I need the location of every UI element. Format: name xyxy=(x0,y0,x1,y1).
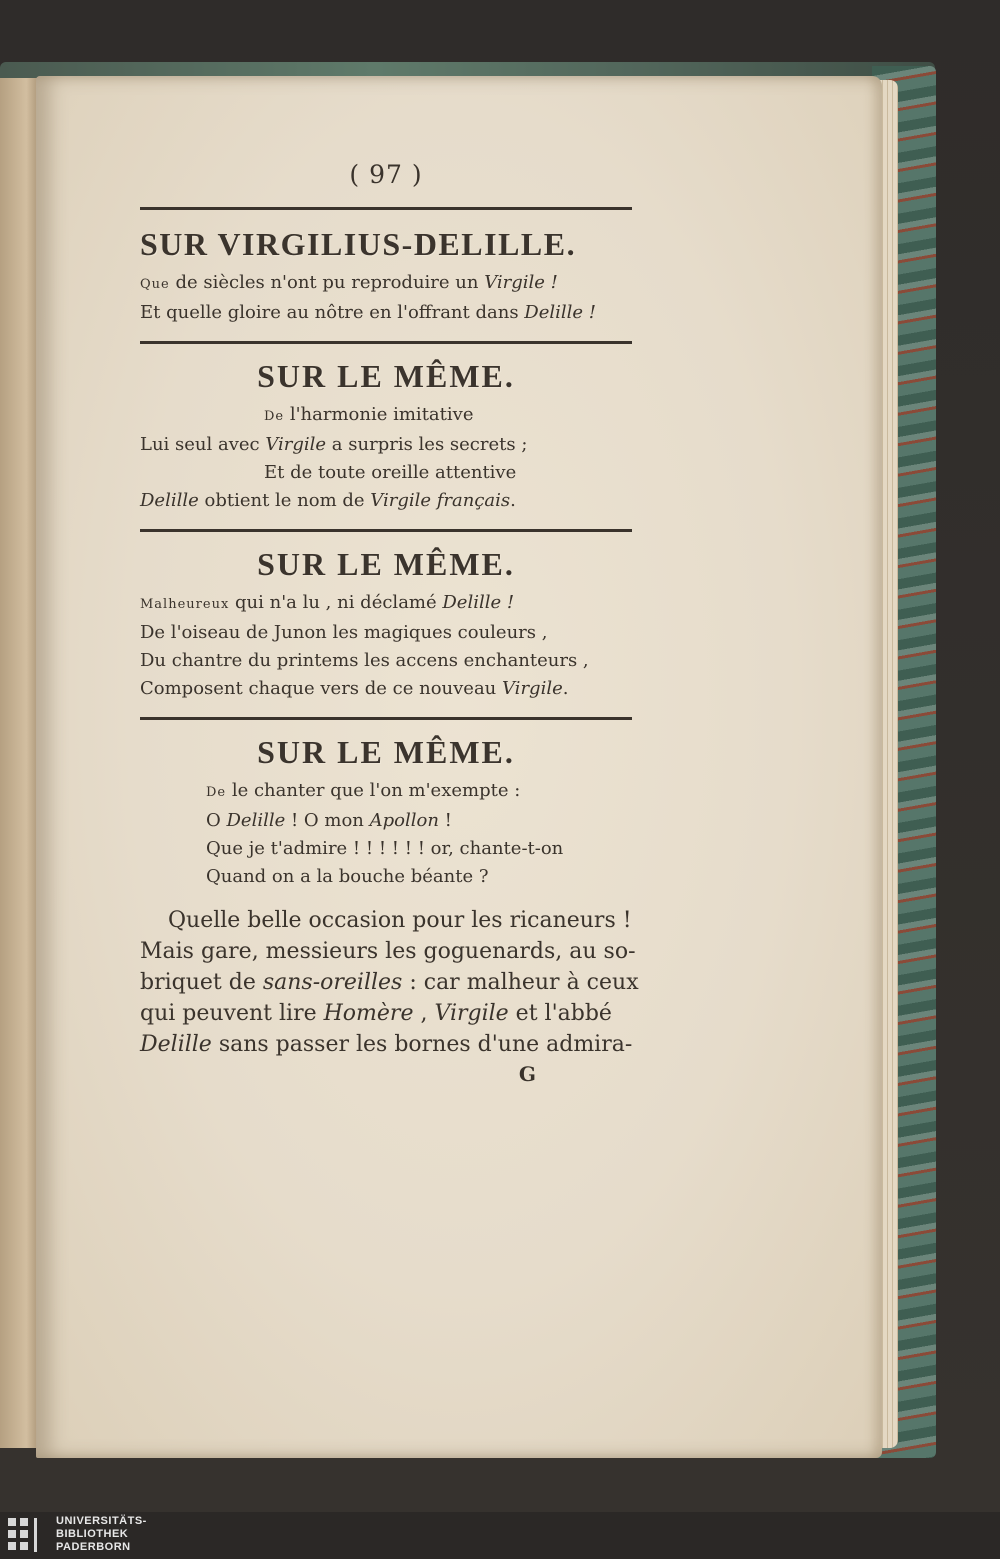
verse xyxy=(140,589,632,703)
rule xyxy=(140,717,632,720)
catchword: G xyxy=(518,1062,536,1086)
section-title: SUR LE MÊME. xyxy=(257,734,515,770)
prose-line: Mais gare, messieurs les goguenards, au so- xyxy=(140,939,636,964)
section-title: SUR VIRGILIUS-DELILLE. xyxy=(140,226,577,262)
verse-line: Quand on a la bouche béante ? xyxy=(206,866,489,887)
verse xyxy=(140,269,632,327)
library-footer xyxy=(0,1512,1000,1559)
verse-line: Et quelle gloire au nôtre en l'offrant dans Delille ! xyxy=(140,302,597,323)
section-title: SUR LE MÊME. xyxy=(257,546,515,582)
rule xyxy=(140,341,632,344)
verse-line: Et de toute oreille attentive xyxy=(264,462,517,483)
verse-line: Que je t'admire ! ! ! ! ! ! or, chante-t-on xyxy=(206,838,564,859)
prose-paragraph xyxy=(140,905,639,1060)
rule xyxy=(140,207,632,210)
prose-line: qui peuvent lire Homère , Virgile et l'abbé xyxy=(140,1001,612,1026)
verse-line: Du chantre du printems les accens enchanteurs , xyxy=(140,650,589,671)
library-name-line: UNIVERSITÄTS- xyxy=(56,1515,147,1527)
verse-line: De le chanter que l'on m'exempte : xyxy=(206,780,521,801)
library-name-line: PADERBORN xyxy=(56,1541,131,1553)
library-name xyxy=(56,1515,147,1554)
verse-line: Delille obtient le nom de Virgile français. xyxy=(140,490,516,511)
verse xyxy=(140,401,632,515)
verse-line: De l'oiseau de Junon les magiques couleurs , xyxy=(140,622,548,643)
verse-line: Malheureux qui n'a lu , ni déclamé Delille ! xyxy=(140,592,515,613)
verse-line: Composent chaque vers de ce nouveau Virgile. xyxy=(140,678,569,699)
prose-line: Quelle belle occasion pour les ricaneurs ! xyxy=(168,908,632,933)
prose-line: briquet de sans-oreilles : car malheur à ceux xyxy=(140,970,639,995)
rule xyxy=(140,529,632,532)
page-content xyxy=(140,160,639,1086)
library-logo-icon xyxy=(8,1518,48,1554)
page-number: ( 97 ) xyxy=(349,160,423,189)
verse-line: De l'harmonie imitative xyxy=(264,404,474,425)
library-name-line: BIBLIOTHEK xyxy=(56,1528,129,1540)
section-title: SUR LE MÊME. xyxy=(257,358,515,394)
verse-line: O Delille ! O mon Apollon ! xyxy=(206,810,452,831)
prose-line: Delille sans passer les bornes d'une admira- xyxy=(140,1032,633,1057)
verse-line: Que de siècles n'ont pu reproduire un Virgile ! xyxy=(140,272,558,293)
verse xyxy=(140,777,632,891)
verse-line: Lui seul avec Virgile a surpris les secrets ; xyxy=(140,434,528,455)
